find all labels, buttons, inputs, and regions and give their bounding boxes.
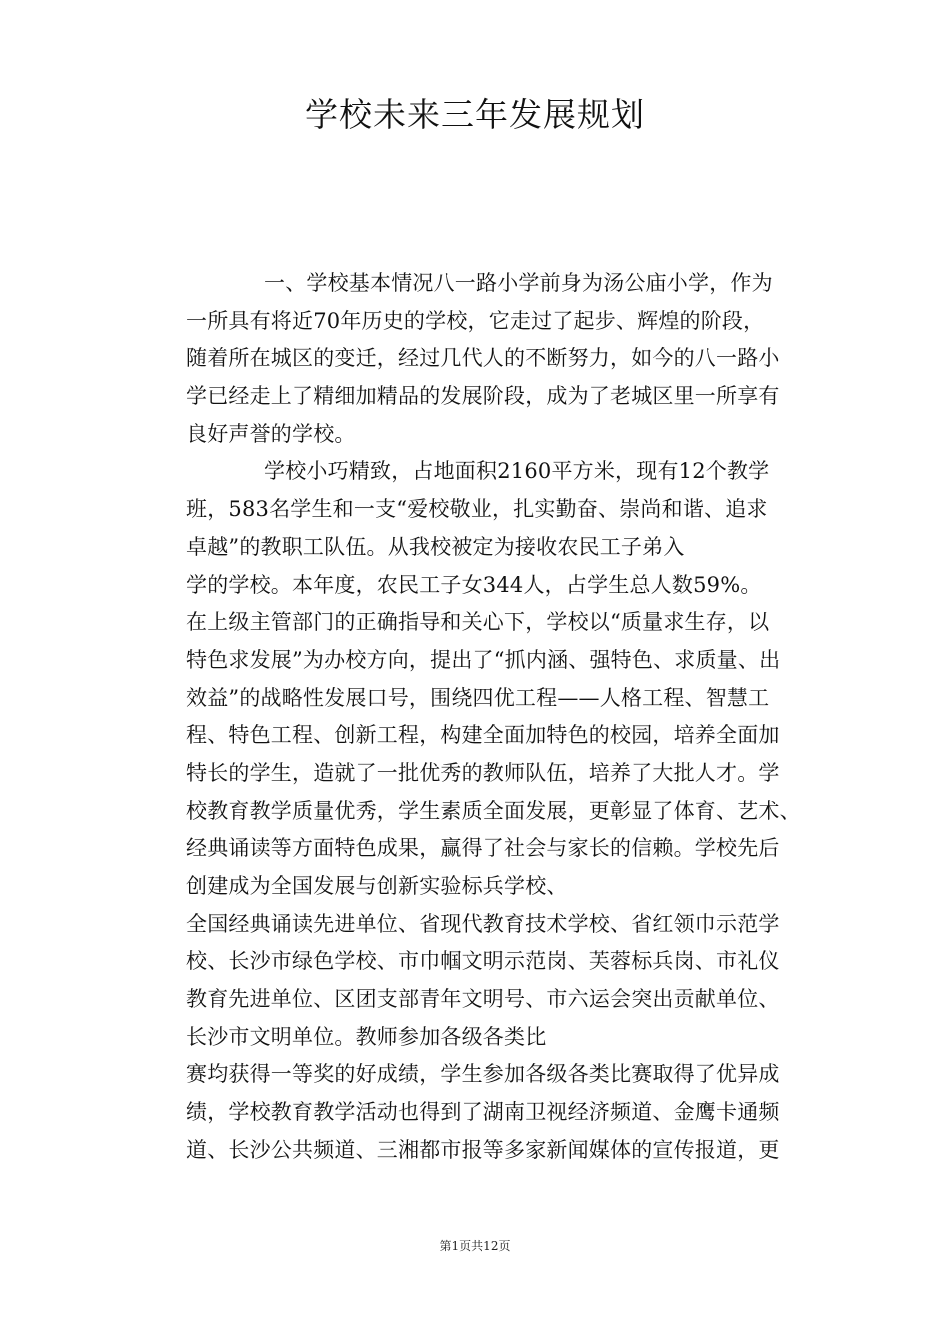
paragraph-line: 校、长沙市绿色学校、市巾帼文明示范岗、芙蓉标兵岗、市礼仪	[186, 949, 780, 974]
paragraph-line: 随着所在城区的变迁，经过几代人的不断努力，如今的八一路小	[186, 346, 780, 371]
page-number-footer: 第1页共12页	[439, 1239, 511, 1253]
paragraph-line: 绩，学校教育教学活动也得到了湖南卫视经济频道、金鹰卡通频	[186, 1100, 780, 1125]
paragraph-line: 效益”的战略性发展口号，围绕四优工程——人格工程、智慧工	[186, 685, 770, 710]
document-body	[186, 265, 846, 1170]
paragraph-line: 长沙市文明单位。教师参加各级各类比	[186, 1024, 547, 1049]
paragraph-line: 学的学校。本年度，农民工子女344人，占学生总人数59%。	[186, 572, 762, 597]
paragraph-line: 程、特色工程、创新工程，构建全面加特色的校园，培养全面加	[186, 723, 780, 748]
paragraph-line: 教育先进单位、区团支部青年文明号、市六运会突出贡献单位、	[186, 987, 780, 1012]
paragraph-line: 学已经走上了精细加精品的发展阶段，成为了老城区里一所享有	[186, 384, 780, 409]
paragraph-line: 卓越”的教职工队伍。从我校被定为接收农民工子弟入	[186, 534, 685, 559]
paragraph-line: 一、学校基本情况八一路小学前身为汤公庙小学，作为	[264, 271, 773, 295]
paragraph-line: 校教育教学质量优秀，学生素质全面发展，更彰显了体育、艺术、	[186, 798, 801, 823]
paragraph-line: 学校小巧精致，占地面积2160平方米，现有12个教学	[264, 459, 770, 484]
paragraph-line: 班，583名学生和一支“爱校敬业，扎实勤奋、崇尚和谐、追求	[186, 497, 768, 522]
paragraph-line: 良好声誉的学校。	[186, 421, 356, 446]
paragraph-line: 特色求发展”为办校方向，提出了“抓内涵、强特色、求质量、出	[186, 647, 781, 672]
paragraph-line: 创建成为全国发展与创新实验标兵学校、	[186, 874, 568, 898]
paragraph-line: 道、长沙公共频道、三湘都市报等多家新闻媒体的宣传报道，更	[186, 1137, 780, 1162]
document-title: 学校未来三年发展规划	[305, 95, 645, 134]
paragraph-line: 一所具有将近70年历史的学校，它走过了起步、辉煌的阶段，	[186, 308, 765, 333]
paragraph-line: 在上级主管部门的正确指导和关心下，学校以“质量求生存，以	[186, 610, 770, 635]
paragraph-line: 特长的学生，造就了一批优秀的教师队伍，培养了大批人才。学	[186, 760, 780, 785]
paragraph-line: 全国经典诵读先进单位、省现代教育技术学校、省红领巾示范学	[186, 911, 780, 936]
paragraph-line: 经典诵读等方面特色成果，赢得了社会与家长的信赖。学校先后	[186, 836, 780, 861]
paragraph-line: 赛均获得一等奖的好成绩，学生参加各级各类比赛取得了优异成	[186, 1062, 780, 1087]
